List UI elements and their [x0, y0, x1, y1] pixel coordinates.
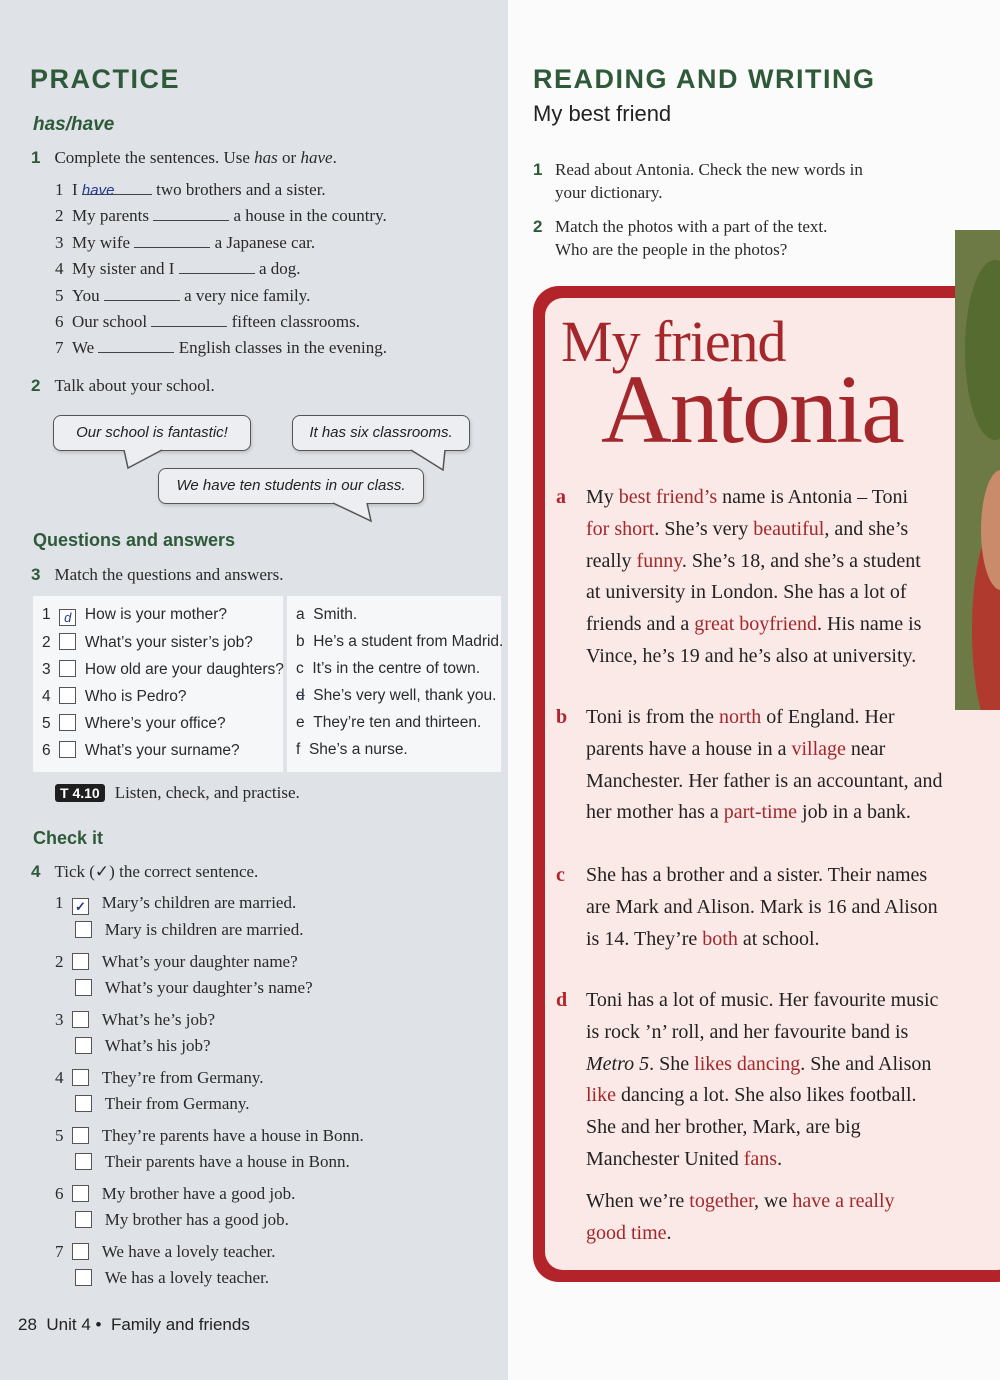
answer-row: b He’s a student from Madrid. [296, 633, 504, 650]
tick-checkbox[interactable] [72, 1243, 89, 1260]
tick-item-4a: 4 They’re from Germany. [55, 1068, 264, 1087]
answer-blank[interactable] [179, 259, 255, 274]
tick-item-5b: Their parents have a house in Bonn. [75, 1152, 350, 1172]
tick-checkbox[interactable] [75, 1037, 92, 1054]
answer-row: f She’s a nurse. [296, 741, 408, 758]
article-title-small: My friend [561, 309, 786, 374]
tick-item-7a: 7 We have a lovely teacher. [55, 1242, 276, 1261]
bubble-tail-icon [124, 448, 164, 470]
ex1-item-3: 3 My wife a Japanese car. [55, 233, 316, 252]
questions-answers-heading: Questions and answers [33, 530, 236, 550]
paragraph-label-b: b [556, 706, 568, 728]
check-it-heading: Check it [33, 828, 104, 848]
tick-item-3a: 3 What’s he’s job? [55, 1010, 216, 1029]
paragraph-label-a: a [556, 486, 566, 508]
tick-item-1b: Mary is children are married. [75, 920, 303, 940]
answer-box[interactable] [59, 714, 76, 731]
answer-blank[interactable]: have [82, 180, 152, 195]
tick-checkbox[interactable] [72, 1011, 89, 1028]
tick-item-2a: 2 What’s your daughter name? [55, 952, 298, 971]
answer-row: e They’re ten and thirteen. [296, 714, 482, 731]
article-title-big: Antonia [601, 356, 903, 464]
exercise-2-instruction: 2 Talk about your school. [31, 376, 215, 395]
question-row: 3 How old are your daughters? [42, 661, 284, 678]
tick-item-7b: We has a lovely teacher. [75, 1268, 269, 1288]
answer-box[interactable] [59, 687, 76, 704]
tick-item-4b: Their from Germany. [75, 1094, 250, 1114]
ex1-item-6: 6 Our school fifteen classrooms. [55, 312, 360, 331]
tick-checkbox[interactable] [72, 1069, 89, 1086]
tick-checkbox[interactable] [75, 1211, 92, 1228]
answer-box[interactable] [59, 633, 76, 650]
answer-blank[interactable] [98, 338, 174, 353]
question-row: 5 Where’s your office? [42, 715, 226, 732]
tick-checkbox[interactable] [75, 921, 92, 938]
tick-checkbox[interactable] [72, 1127, 89, 1144]
tick-checkbox[interactable] [75, 979, 92, 996]
tick-item-3b: What’s his job? [75, 1036, 211, 1056]
answer-row: a Smith. [296, 606, 358, 623]
tick-item-5a: 5 They’re parents have a house in Bonn. [55, 1126, 364, 1145]
answer-blank[interactable] [134, 233, 210, 248]
exercise-4-instruction: 4 Tick (✓) the correct sentence. [31, 862, 259, 881]
answer-row: c It’s in the centre of town. [296, 660, 481, 677]
paragraph-label-d: d [556, 989, 568, 1011]
reading-exercise-2: 2 Match the photos with a part of the text. Who are the people in the photos? [533, 217, 828, 259]
paragraph-closing: When we’re together, we have a really good time. [586, 1190, 895, 1244]
audio-prompt: T 4.10 Listen, check, and practise. [55, 783, 300, 803]
reading-writing-heading: READING AND WRITING [533, 64, 876, 94]
bubble-tail-icon [331, 501, 371, 523]
speech-bubble-2: It has six classrooms. [292, 415, 470, 451]
page-footer: 28 Unit 4 • Family and friends [18, 1315, 250, 1334]
reading-subheading: My best friend [533, 101, 672, 126]
answer-blank[interactable] [151, 312, 227, 327]
answer-box[interactable] [59, 660, 76, 677]
ex1-item-5: 5 You a very nice family. [55, 286, 311, 305]
question-row: 4 Who is Pedro? [42, 688, 187, 705]
answer-box[interactable]: d [59, 609, 76, 626]
paragraph-a: My best friend’s name is Antonia – Toni for short. She’s very beautiful, and she’s really funny. She’s 18, and she’s a student at university in London. She has a lot of friends and a great boyfriend. His name is Vince, he’s 19 and he’s also at university. [586, 486, 922, 667]
tick-checkbox[interactable]: ✓ [72, 898, 89, 915]
exercise-1-instruction: 1 Complete the sentences. Use has or have. [31, 148, 337, 167]
tick-item-6a: 6 My brother have a good job. [55, 1184, 296, 1203]
question-row: 2 What’s your sister’s job? [42, 634, 253, 651]
paragraph-b: Toni is from the north of England. Her parents have a house in a village near Manchester. Her father is an accountant, and her mother has a part-time job in a bank. [586, 706, 943, 824]
ex1-item-2: 2 My parents a house in the country. [55, 206, 387, 225]
tick-item-2b: What’s your daughter’s name? [75, 978, 313, 998]
question-row: 6 What’s your surname? [42, 742, 240, 759]
paragraph-label-c: c [556, 864, 565, 886]
tick-item-1a: 1 ✓ Mary’s children are married. [55, 893, 297, 914]
reading-exercise-1: 1 Read about Antonia. Check the new words in your dictionary. [533, 160, 863, 202]
answer-box[interactable] [59, 741, 76, 758]
answer-blank[interactable] [153, 206, 229, 221]
ex1-item-1: 1 I have two brothers and a sister. [55, 180, 326, 199]
has-have-heading: has/have [33, 114, 115, 135]
tick-checkbox[interactable] [72, 1185, 89, 1202]
exercise-3-instruction: 3 Match the questions and answers. [31, 565, 284, 584]
answer-row: d She’s very well, thank you. [296, 687, 497, 704]
tick-checkbox[interactable] [75, 1153, 92, 1170]
ex1-item-4: 4 My sister and I a dog. [55, 259, 301, 278]
answer-blank[interactable] [104, 286, 180, 301]
tick-checkbox[interactable] [72, 953, 89, 970]
ex1-item-7: 7 We English classes in the evening. [55, 338, 387, 357]
question-row: 1 d How is your mother? [42, 606, 228, 625]
tick-checkbox[interactable] [75, 1269, 92, 1286]
practice-heading: PRACTICE [30, 64, 181, 94]
speech-bubble-1: Our school is fantastic! [53, 415, 251, 451]
tick-checkbox[interactable] [75, 1095, 92, 1112]
audio-track-badge[interactable]: T 4.10 [55, 784, 105, 802]
paragraph-c: She has a brother and a sister. Their names are Mark and Alison. Mark is 16 and Alison is 14. They’re both at school. [586, 864, 938, 950]
paragraph-d: Toni has a lot of music. Her favourite music is rock ’n’ roll, and her favourite band is Metro 5. She likes dancing. She and Alison like dancing a lot. She also likes football. She and her brother, Mark, are big Manchester United fans. [586, 989, 939, 1170]
tick-item-6b: My brother has a good job. [75, 1210, 289, 1230]
speech-bubble-3: We have ten students in our class. [158, 468, 424, 504]
